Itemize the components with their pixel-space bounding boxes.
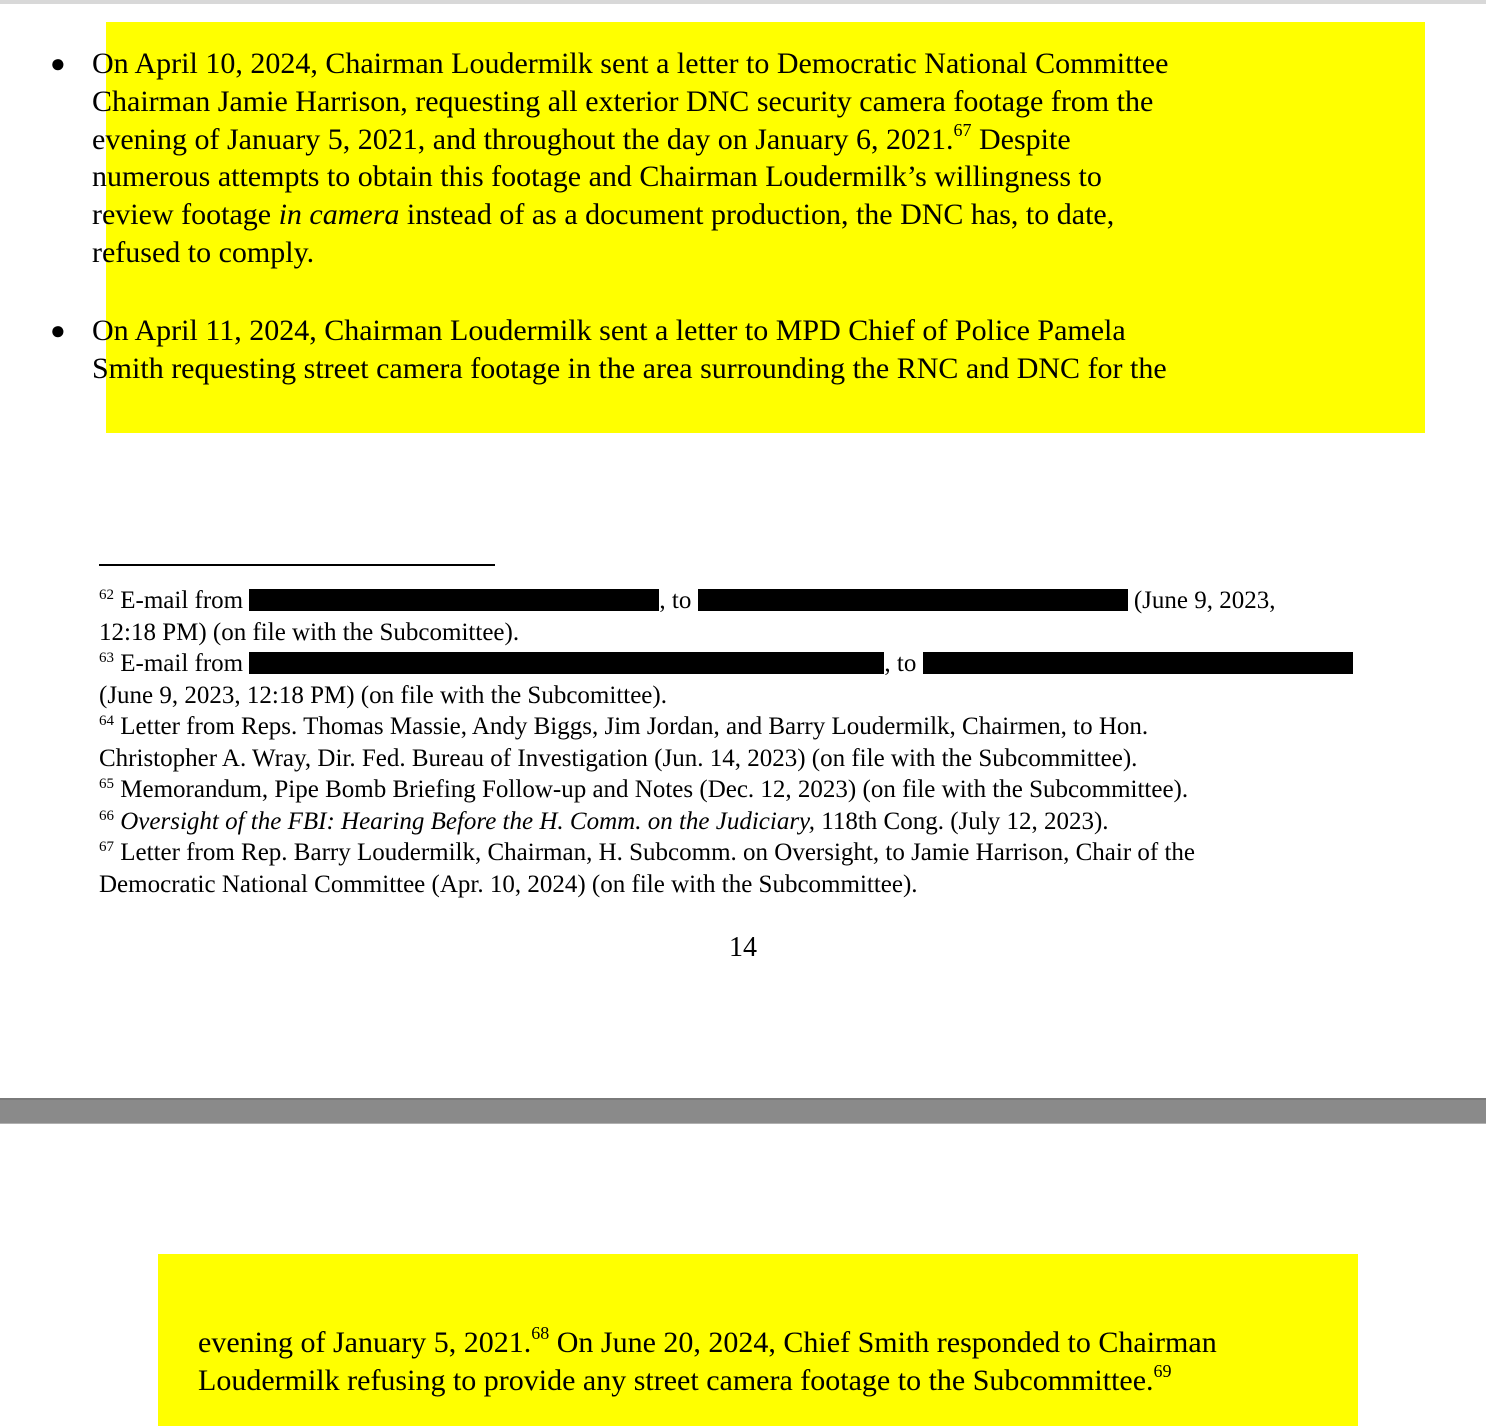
bullet-dot-icon: ● (50, 316, 66, 345)
redaction-box (249, 589, 659, 611)
footnote-divider (99, 564, 495, 566)
document-page-next (0, 1124, 1486, 1426)
footnote-64-cont: Christopher A. Wray, Dir. Fed. Bureau of Investigation (Jun. 14, 2023) (on file with the Subcommittee). (99, 744, 1138, 772)
bullet-line: evening of January 5, 2021, and throughout the day on January 6, 2021.67 Despite (92, 119, 1071, 156)
bullet-line: numerous attempts to obtain this footage and Chairman Loudermilk’s willingness to (92, 160, 1102, 194)
footnote-ref[interactable]: 68 (531, 1323, 550, 1343)
paragraph-line: Loudermilk refusing to provide any street camera footage to the Subcommittee.$^{69}$ (198, 1360, 1172, 1397)
footnote-67: $^{67}$ Letter from Rep. Barry Loudermilk, Chairman, H. Subcomm. on Oversight, to Jamie Harrison, Chair of the (99, 839, 1196, 866)
document-page (0, 4, 1486, 1098)
footnote-63-cont: (June 9, 2023, 12:18 PM) (on file with the Subcomittee). (99, 681, 667, 709)
bullet-line: On April 11, 2024, Chairman Loudermilk sent a letter to MPD Chief of Police Pamela (92, 314, 1126, 347)
footnote-63: $^{63}$ E-mail from , to (99, 648, 1399, 680)
bullet-dot-icon: ● (50, 49, 66, 78)
footnote-64: $^{64}$ Letter from Reps. Thomas Massie, Andy Biggs, Jim Jordan, and Barry Loudermilk, Chairmen, to Hon. (99, 713, 1149, 740)
footnote-67-cont: Democratic National Committee (Apr. 10, 2024) (on file with the Subcommittee). (99, 870, 918, 898)
bullet-line: On April 10, 2024, Chairman Loudermilk sent a letter to Democratic National Committee (92, 47, 1169, 80)
page-number: 14 (729, 932, 757, 963)
bullet-line: Chairman Jamie Harrison, requesting all exterior DNC security camera footage from the (92, 84, 1154, 118)
paragraph-line: evening of January 5, 2021.68 On June 20, 2024, Chief Smith responded to Chairman (198, 1323, 1217, 1359)
continued-paragraph (198, 1324, 1398, 1400)
footnote-65: $^{65}$ Memorandum, Pipe Bomb Briefing Follow-up and Notes (Dec. 12, 2023) (on file with the Subcommittee). (99, 776, 1189, 803)
redaction-box (698, 589, 1128, 611)
footnote-66: $^{66}$ Oversight of the FBI: Hearing Before the H. Comm. on the Judiciary, 118th Cong. (July 12, 2023). (99, 807, 1109, 835)
bullet-line: Smith requesting street camera footage in the area surrounding the RNC and DNC for the (92, 351, 1167, 385)
page-separator (0, 1098, 1486, 1124)
footnote-62-cont: 12:18 PM) (on file with the Subcomittee). (99, 618, 520, 646)
bullet-item (50, 312, 1292, 388)
footnote-ref[interactable]: 69 (1153, 1360, 1172, 1381)
footnote-ref[interactable]: 67 (953, 119, 972, 140)
footnotes (99, 585, 1399, 900)
redaction-box (923, 652, 1353, 674)
bullet-line: refused to comply. (92, 235, 315, 269)
bullet-line: review footage in camera instead of as a document production, the DNC has, to date, (92, 198, 1115, 232)
bullet-item (50, 45, 1292, 272)
footnote-62: $^{62}$ E-mail from , to (June 9, 2023, (99, 587, 1276, 614)
redaction-box (249, 652, 884, 674)
